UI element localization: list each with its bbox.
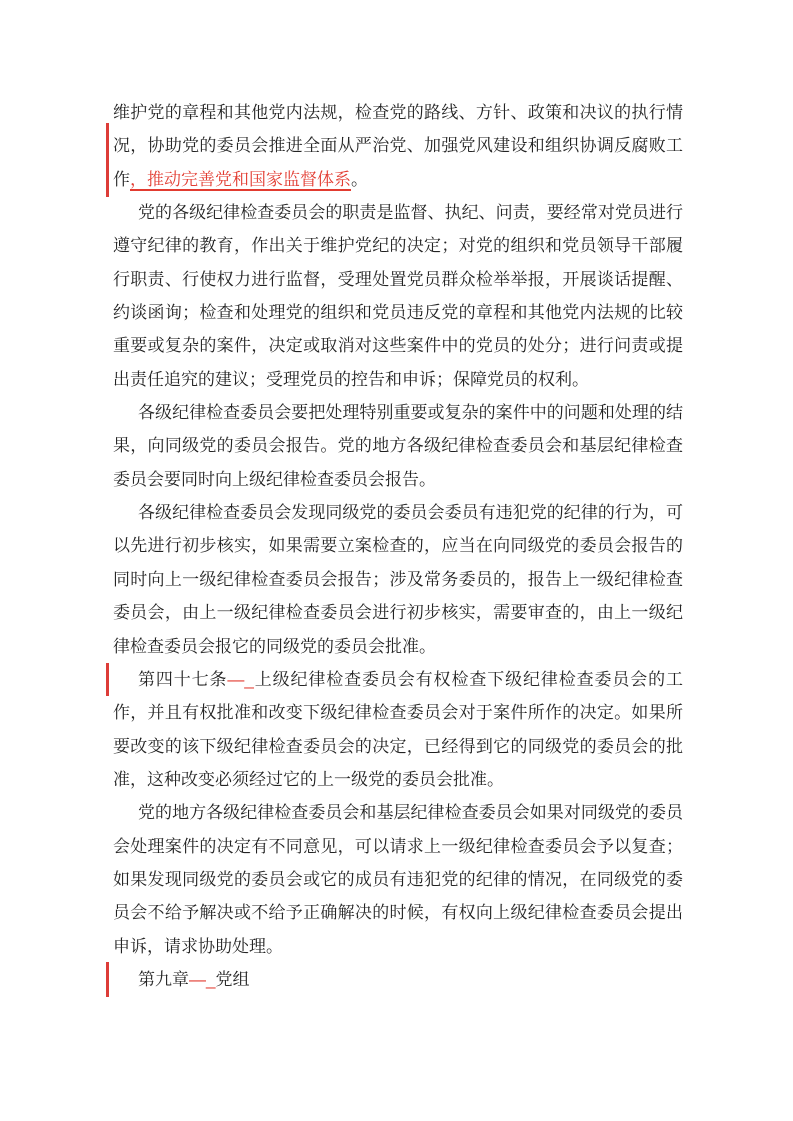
paragraph (113, 796, 683, 963)
deletion-dash-mark: — (189, 969, 206, 989)
document-text (113, 96, 683, 996)
text-run: 维护党的章程和其他党内法规，检查党的路线、方针、政策和决议的执行情况，协助党的委员会推进全面从严治党、加强党风建设和组织协调反腐败工作 (113, 103, 683, 189)
paragraph (113, 663, 683, 796)
paragraph (113, 196, 683, 396)
insertion-space-mark: _ (244, 669, 254, 689)
text-run: 党组 (215, 969, 250, 989)
change-bar (106, 962, 109, 997)
text-run: 第九章 (138, 969, 189, 989)
text-run: 各级纪律检查委员会要把处理特别重要或复杂的案件中的问题和处理的结果，向同级党的委员会报告。党的地方各级纪律检查委员会和基层纪律检查委员会要同时向上级纪律检查委员会报告。 (113, 403, 683, 489)
change-bar (106, 663, 109, 696)
text-run: 第四十七条 (138, 669, 228, 689)
text-run: 党的各级纪律检查委员会的职责是监督、执纪、问责，要经常对党员进行遵守纪律的教育，作出关于维护党纪的决定；对党的组织和党员领导干部履行职责、行使权力进行监督，受理处置党员群众检举举报，开展谈话提醒、约谈函询；检查和处理党的组织和党员违反党的章程和其他党内法规的比较重要或复杂的案件，决定或取消对这些案件中的党员的处分；进行问责或提出责任追究的建议；受理党员的控告和申诉；保障党员的权利。 (113, 203, 683, 389)
paragraph (113, 496, 683, 663)
text-run: 。 (351, 169, 368, 189)
change-bar (106, 123, 109, 197)
paragraph (113, 963, 683, 996)
text-run: 各级纪律检查委员会发现同级党的委员会委员有违犯党的纪律的行为，可以先进行初步核实，如果需要立案检查的，应当在向同级党的委员会报告的同时向上一级纪律检查委员会报告；涉及常务委员的，报告上一级纪律检查委员会，由上一级纪律检查委员会进行初步核实，需要审查的，由上一级纪律检查委员会报它的同级党的委员会批准。 (113, 503, 683, 656)
deletion-dash-mark: — (227, 669, 245, 689)
inserted-text: ，推动完善党和国家监督体系 (130, 169, 351, 189)
paragraph (113, 96, 683, 196)
text-run: 上级纪律检查委员会有权检查下级纪律检查委员会的工作，并且有权批准和改变下级纪律检查委员会对于案件所作的决定。如果所要改变的该下级纪律检查委员会的决定，已经得到它的同级党的委员会的批准，这种改变必须经过它的上一级党的委员会批准。 (113, 669, 684, 789)
text-run: 党的地方各级纪律检查委员会和基层纪律检查委员会如果对同级党的委员会处理案件的决定有不同意见，可以请求上一级纪律检查委员会予以复查；如果发现同级党的委员会或它的成员有违犯党的纪律的情况，在同级党的委员会不给予解决或不给予正确解决的时候，有权向上级纪律检查委员会提出申诉，请求协助处理。 (113, 803, 683, 956)
insertion-space-mark: _ (206, 969, 216, 989)
paragraph (113, 396, 683, 496)
